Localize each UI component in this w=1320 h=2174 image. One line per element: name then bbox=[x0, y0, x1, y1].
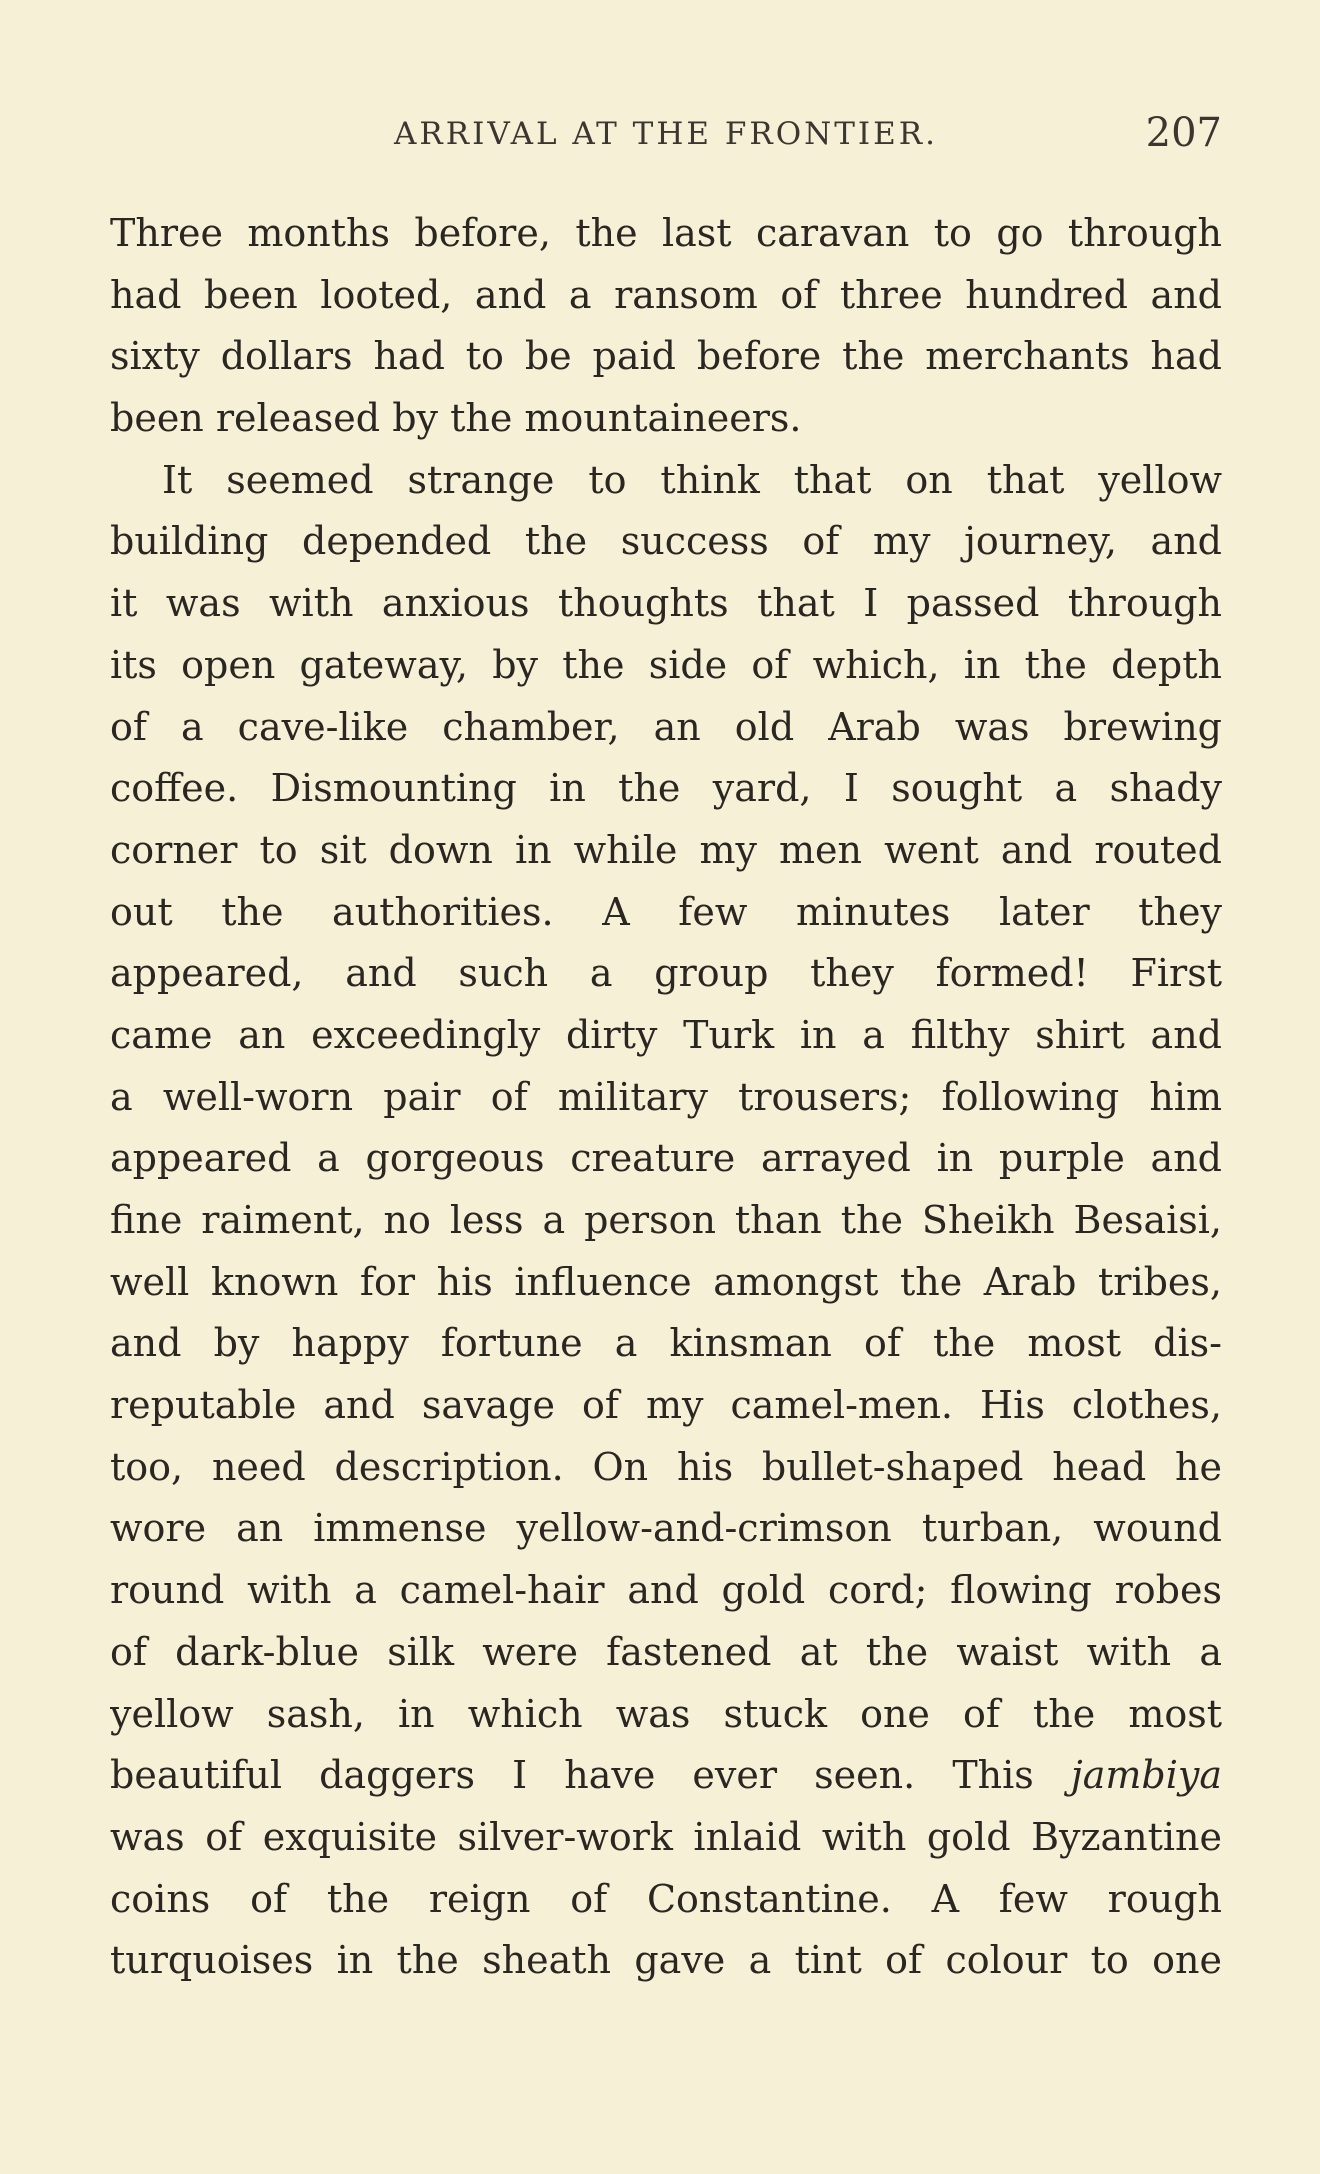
text-run: beautiful daggers I have ever seen. This bbox=[110, 1753, 1071, 1798]
text-line: appeared, and such a group they formed! First bbox=[110, 951, 1222, 996]
text-line: round with a camel-hair and gold cord; flowing robes bbox=[110, 1568, 1222, 1613]
text-line: Three months before, the last caravan to go through bbox=[110, 211, 1222, 255]
text-line: coffee. Dismounting in the yard, I sought a shady bbox=[110, 766, 1222, 811]
text-line: building depended the success of my journey, and bbox=[110, 519, 1222, 564]
text-line: of dark-blue silk were fastened at the waist with a bbox=[110, 1629, 1222, 1674]
page-number: 207 bbox=[1145, 110, 1222, 156]
running-header bbox=[110, 110, 1222, 166]
text-line: been released by the mountaineers. bbox=[110, 396, 802, 441]
text-line: yellow sash, in which was stuck one of the most bbox=[110, 1691, 1222, 1736]
text-line: a well-worn pair of military trousers; following him bbox=[110, 1074, 1222, 1119]
text-line: too, need description. On his bullet-shaped head he bbox=[110, 1444, 1222, 1489]
text-line: and by happy fortune a kinsman of the most dis- bbox=[110, 1321, 1222, 1366]
text-line: it was with anxious thoughts that I passed through bbox=[110, 581, 1222, 626]
body-text bbox=[110, 203, 1222, 1992]
text-line: had been looted, and a ransom of three hundred and bbox=[110, 272, 1222, 317]
text-line: of a cave-like chamber, an old Arab was brewing bbox=[110, 704, 1222, 749]
running-title: ARRIVAL AT THE FRONTIER. bbox=[394, 116, 938, 152]
text-line: wore an immense yellow-and-crimson turban, wound bbox=[110, 1506, 1222, 1551]
text-line: appeared a gorgeous creature arrayed in purple and bbox=[110, 1136, 1222, 1181]
text-line: was of exquisite silver-work inlaid with gold Byzantine bbox=[110, 1814, 1222, 1859]
text-line: turquoises in the sheath gave a tint of colour to one bbox=[110, 1938, 1222, 1983]
text-line: well known for his influence amongst the Arab tribes, bbox=[110, 1259, 1222, 1304]
italic-term: jambiya bbox=[1070, 1753, 1222, 1798]
text-line bbox=[110, 1745, 1222, 1807]
text-line: coins of the reign of Constantine. A few rough bbox=[110, 1876, 1222, 1921]
text-line: came an exceedingly dirty Turk in a filthy shirt and bbox=[110, 1012, 1222, 1057]
text-line: fine raiment, no less a person than the Sheikh Besaisi, bbox=[110, 1198, 1222, 1242]
text-line: corner to sit down in while my men went and routed bbox=[110, 827, 1222, 872]
text-line: sixty dollars had to be paid before the merchants had bbox=[110, 334, 1222, 379]
text-line: out the authorities. A few minutes later they bbox=[110, 889, 1222, 934]
text-line: It seemed strange to think that on that yellow bbox=[162, 457, 1222, 502]
text-line: reputable and savage of my camel-men. His clothes, bbox=[110, 1383, 1222, 1428]
text-line: its open gateway, by the side of which, in the depth bbox=[110, 642, 1222, 687]
